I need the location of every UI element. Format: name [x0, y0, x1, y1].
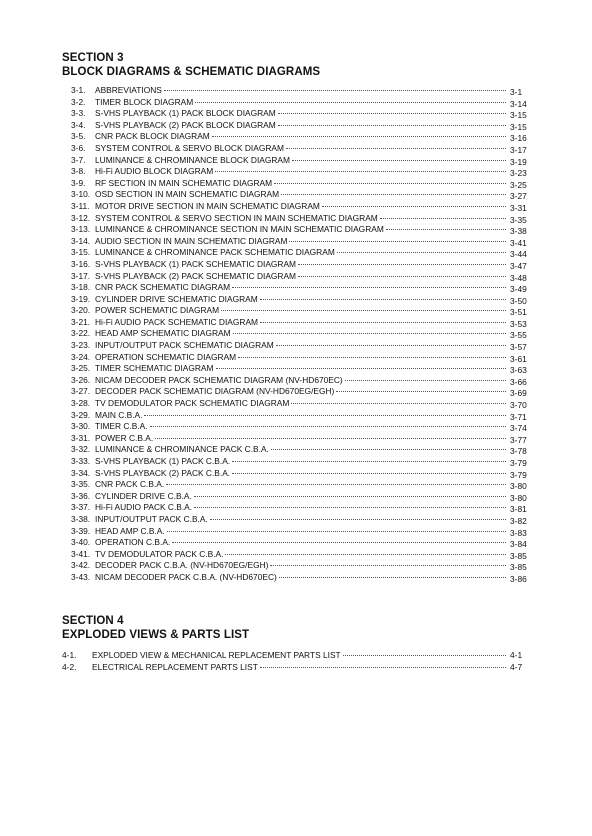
- dot-leader: [281, 184, 506, 195]
- toc-entry-number: 3-12.: [71, 212, 91, 223]
- toc-entry-page: 3-81: [510, 504, 527, 515]
- dot-leader: [336, 381, 506, 392]
- toc-entry-title: Hi-Fi AUDIO PACK C.B.A.: [95, 502, 193, 513]
- toc-entry-page: 3-70: [510, 400, 527, 411]
- toc-entry-number: 4-1.: [62, 650, 77, 660]
- section-4: [62, 614, 532, 670]
- toc-entry-page: 3-69: [510, 388, 527, 399]
- dot-leader: [279, 567, 506, 578]
- toc-entry-title: TV DEMODULATOR PACK SCHEMATIC DIAGRAM: [95, 398, 290, 409]
- toc-entry-page: 3-82: [510, 515, 527, 526]
- dot-leader: [289, 231, 506, 242]
- dot-leader: [233, 323, 506, 334]
- toc-entry-title: TIMER SCHEMATIC DIAGRAM: [95, 363, 214, 374]
- toc-entry-title: POWER C.B.A.: [95, 432, 154, 443]
- toc-entry-page: 3-16: [510, 133, 527, 144]
- toc-entry-title: NICAM DECODER PACK C.B.A. (NV-HD670EC): [95, 571, 277, 582]
- dot-leader: [216, 358, 507, 369]
- dot-leader: [195, 92, 506, 103]
- toc-entry-title: S-VHS PLAYBACK (2) PACK SCHEMATIC DIAGRAM: [95, 270, 297, 281]
- toc-entry-title: INPUT/OUTPUT PACK C.B.A.: [95, 513, 208, 524]
- dot-leader: [166, 474, 506, 485]
- toc-entry-number: 3-26.: [71, 374, 91, 385]
- toc-entry-number: 3-43.: [71, 571, 91, 582]
- dot-leader: [276, 335, 506, 346]
- toc-entry-title: INPUT/OUTPUT PACK SCHEMATIC DIAGRAM: [95, 340, 274, 351]
- toc-entry-title: OPERATION SCHEMATIC DIAGRAM: [95, 351, 237, 362]
- section-heading: SECTION 3: [62, 52, 124, 64]
- toc-entry-number: 3-38.: [71, 513, 91, 524]
- toc-entry-number: 4-2.: [62, 661, 77, 672]
- toc-entry-page: 3-78: [510, 446, 527, 457]
- toc-entry-page: 3-71: [510, 411, 527, 422]
- toc-entry-page: 3-50: [510, 295, 527, 306]
- dot-leader: [150, 416, 506, 427]
- toc-entry-page: 3-57: [510, 342, 527, 353]
- toc-entry-page: 3-53: [510, 318, 527, 329]
- dot-leader: [271, 439, 506, 450]
- toc-entry-title: LUMINANCE & CHROMINANCE BLOCK DIAGRAM: [95, 154, 290, 165]
- toc-entry-page: 3-31: [510, 202, 527, 213]
- toc-entry-page: 3-23: [510, 168, 527, 179]
- section-3: [62, 51, 532, 584]
- dot-leader: [232, 277, 506, 288]
- toc-entry-title: S-VHS PLAYBACK (1) PACK C.B.A.: [95, 456, 231, 466]
- toc-list: [62, 82, 532, 584]
- dot-leader: [298, 254, 506, 265]
- toc-entry-number: 3-13.: [71, 224, 91, 235]
- toc-entry-page: 3-85: [510, 550, 527, 561]
- dot-leader: [286, 138, 506, 149]
- dot-leader: [155, 428, 506, 439]
- toc-entry-number: 3-18.: [71, 282, 91, 293]
- dot-leader: [292, 150, 506, 161]
- toc-entry-number: 3-15.: [71, 247, 91, 258]
- toc-entry-number: 3-11.: [71, 200, 90, 211]
- toc-entry-title: RF SECTION IN MAIN SCHEMATIC DIAGRAM: [95, 177, 273, 188]
- toc-entry-page: 4-7: [510, 661, 523, 672]
- toc-entry-title: S-VHS PLAYBACK (2) PACK C.B.A.: [95, 467, 231, 478]
- dot-leader: [260, 657, 506, 668]
- dot-leader: [343, 645, 506, 656]
- toc-entry-number: 3-25.: [71, 363, 91, 374]
- toc-entry-page: 3-14: [510, 98, 527, 109]
- toc-entry-page: 3-63: [510, 365, 527, 376]
- toc-entry-page: 3-74: [510, 423, 527, 434]
- toc-entry-number: 3-30.: [71, 421, 91, 432]
- toc-entry-page: 3-17: [510, 144, 527, 155]
- toc-entry-title: OPERATION C.B.A.: [95, 537, 171, 548]
- toc-entry-number: 3-19.: [71, 293, 91, 304]
- toc-entry-number: 3-31.: [71, 432, 91, 443]
- toc-entry-page: 3-80: [510, 492, 527, 503]
- toc-entry-number: 3-6.: [71, 142, 86, 153]
- dot-leader: [345, 370, 506, 381]
- toc-entry-number: 3-17.: [71, 270, 91, 281]
- dot-leader: [172, 532, 506, 543]
- toc-entry-title: ELECTRICAL REPLACEMENT PARTS LIST: [92, 661, 258, 672]
- toc-entry-number: 3-27.: [71, 386, 91, 397]
- dot-leader: [210, 509, 506, 520]
- dot-leader: [298, 266, 506, 277]
- toc-entry-page: 3-38: [510, 226, 527, 237]
- toc-entry-page: 3-35: [510, 214, 527, 225]
- toc-entry-title: MAIN C.B.A.: [95, 409, 143, 420]
- toc-entry-page: 3-27: [510, 191, 527, 202]
- dot-leader: [278, 103, 506, 114]
- dot-leader: [232, 463, 506, 474]
- toc-entry-page: 3-41: [510, 237, 527, 248]
- toc-entry-number: 3-3.: [71, 108, 86, 119]
- toc-entry-page: 3-86: [510, 573, 527, 584]
- toc-entry-page: 3-85: [510, 562, 527, 573]
- toc-entry-number: 3-37.: [71, 502, 91, 513]
- dot-leader: [337, 242, 506, 253]
- toc-entry-page: 3-47: [510, 260, 527, 271]
- toc-list: [62, 647, 532, 670]
- section-subheading: EXPLODED VIEWS & PARTS LIST: [62, 629, 250, 641]
- toc-entry-number: 3-41.: [71, 548, 91, 559]
- dot-leader: [278, 115, 506, 126]
- toc-entry-title: TIMER C.B.A.: [95, 421, 148, 432]
- toc-entry-number: 3-20.: [71, 305, 91, 316]
- toc-entry-title: AUDIO SECTION IN MAIN SCHEMATIC DIAGRAM: [95, 235, 288, 246]
- toc-entry-title: LUMINANCE & CHROMINANCE PACK SCHEMATIC DIAGRAM: [95, 247, 335, 258]
- toc-entry-number: 3-4.: [71, 119, 86, 130]
- toc-entry-number: 3-23.: [71, 340, 91, 351]
- toc-entry-title: HEAD AMP SCHEMATIC DIAGRAM: [95, 328, 231, 339]
- toc-entry-number: 3-7.: [71, 154, 86, 165]
- toc-entry-title: HEAD AMP C.B.A.: [95, 525, 165, 536]
- toc-entry-number: 3-28.: [71, 398, 91, 409]
- toc-entry-number: 3-36.: [71, 490, 91, 501]
- toc-entry-number: 3-24.: [71, 351, 91, 362]
- dot-leader: [274, 173, 506, 184]
- toc-entry-page: 3-83: [510, 527, 527, 538]
- toc-entry-title: CYLINDER DRIVE SCHEMATIC DIAGRAM: [95, 293, 258, 304]
- toc-entry-title: NICAM DECODER PACK SCHEMATIC DIAGRAM (NV-HD670EC): [95, 374, 343, 385]
- dot-leader: [167, 521, 506, 532]
- dot-leader: [291, 393, 506, 404]
- dot-leader: [194, 486, 506, 497]
- toc-entry-page: 3-84: [510, 539, 527, 550]
- toc-entry-title: MOTOR DRIVE SECTION IN MAIN SCHEMATIC DIAGRAM: [95, 200, 320, 211]
- dot-leader: [221, 300, 506, 311]
- toc-entry-number: 3-42.: [71, 560, 91, 571]
- toc-entry-title: S-VHS PLAYBACK (1) PACK SCHEMATIC DIAGRAM: [95, 258, 297, 269]
- toc-entry-number: 3-9.: [71, 177, 86, 188]
- toc-entry-number: 3-16.: [71, 258, 91, 269]
- toc-entry-title: S-VHS PLAYBACK (1) PACK BLOCK DIAGRAM: [95, 108, 276, 119]
- section-heading: SECTION 4: [62, 615, 124, 627]
- toc-entry-page: 3-77: [510, 434, 527, 445]
- toc-entry-title: ABBREVIATIONS: [95, 85, 162, 95]
- toc-entry-page: 3-79: [510, 469, 527, 480]
- toc-entry-title: SYSTEM CONTROL & SERVO BLOCK DIAGRAM: [95, 142, 284, 153]
- toc-entry-page: 3-48: [510, 272, 527, 283]
- toc-entry-page: 3-1: [510, 87, 523, 97]
- toc-entry-number: 3-8.: [71, 166, 86, 177]
- toc-entry-number: 3-5.: [71, 131, 86, 142]
- toc-entry-number: 3-34.: [71, 467, 91, 478]
- toc-entry-page: 3-61: [510, 353, 527, 364]
- toc-entry-page: 3-44: [510, 249, 527, 260]
- dot-leader: [194, 497, 506, 508]
- toc-entry-page: 3-55: [510, 330, 527, 341]
- dot-leader: [225, 544, 506, 555]
- toc-entry-title: OSD SECTION IN MAIN SCHEMATIC DIAGRAM: [95, 189, 280, 200]
- toc-entry-title: CYLINDER DRIVE C.B.A.: [95, 490, 192, 501]
- dot-leader: [232, 451, 506, 462]
- toc-entry-page: 3-15: [510, 121, 527, 132]
- toc-entry-number: 3-40.: [71, 537, 91, 548]
- section-subheading: BLOCK DIAGRAMS & SCHEMATIC DIAGRAMS: [62, 66, 321, 78]
- toc-entry-number: 3-22.: [71, 328, 91, 339]
- toc-entry-page: 3-15: [510, 110, 527, 121]
- dot-leader: [215, 161, 506, 172]
- toc-entry-title: POWER SCHEMATIC DIAGRAM: [95, 305, 220, 316]
- toc-entry-title: TV DEMODULATOR PACK C.B.A.: [95, 548, 224, 559]
- toc-entry-number: 3-39.: [71, 525, 91, 536]
- toc-entry-number: 3-35.: [71, 479, 91, 490]
- dot-leader: [212, 126, 506, 137]
- dot-leader: [386, 219, 506, 230]
- dot-leader: [164, 80, 506, 91]
- toc-entry-page: 4-1: [510, 650, 523, 660]
- dot-leader: [144, 405, 506, 416]
- toc-entry-page: 3-51: [510, 307, 527, 318]
- toc-entry-number: 3-32.: [71, 444, 91, 455]
- toc-entry-title: CNR PACK C.B.A.: [95, 479, 165, 490]
- toc-entry-number: 3-1.: [71, 85, 86, 95]
- toc-entry-number: 3-29.: [71, 409, 91, 420]
- toc-entry-number: 3-14.: [71, 235, 91, 246]
- toc-entry-title: Hi-Fi AUDIO BLOCK DIAGRAM: [95, 166, 214, 177]
- toc-entry-title: Hi-Fi AUDIO PACK SCHEMATIC DIAGRAM: [95, 316, 259, 327]
- toc-entry-title: LUMINANCE & CHROMINANCE SECTION IN MAIN SCHEMATIC DIAGRAM: [95, 224, 384, 235]
- dot-leader: [380, 208, 506, 219]
- toc-entry-title: DECODER PACK SCHEMATIC DIAGRAM (NV-HD670EG/EGH): [95, 386, 335, 397]
- toc-entry-page: 3-80: [510, 481, 527, 492]
- toc-entry-title: CNR PACK BLOCK DIAGRAM: [95, 131, 210, 142]
- toc-entry-title: LUMINANCE & CHROMINANCE PACK C.B.A.: [95, 444, 269, 455]
- dot-leader: [270, 555, 506, 566]
- dot-leader: [260, 312, 506, 323]
- toc-entry-number: 3-2.: [71, 96, 86, 107]
- toc-entry-title: SYSTEM CONTROL & SERVO SECTION IN MAIN SCHEMATIC DIAGRAM: [95, 212, 378, 223]
- toc-entry-title: DECODER PACK C.B.A. (NV-HD670EG/EGH): [95, 560, 269, 571]
- dot-leader: [260, 289, 506, 300]
- toc-entry-number: 3-21.: [71, 316, 91, 327]
- toc-entry-page: 3-49: [510, 284, 527, 295]
- toc-entry-number: 3-10.: [71, 189, 91, 200]
- toc-entry-title: EXPLODED VIEW & MECHANICAL REPLACEMENT PARTS LIST: [92, 650, 341, 660]
- dot-leader: [238, 347, 506, 358]
- toc-entry-page: 3-19: [510, 156, 527, 167]
- dot-leader: [322, 196, 506, 207]
- toc-entry-title: TIMER BLOCK DIAGRAM: [95, 96, 194, 107]
- toc-entry-page: 3-79: [510, 458, 527, 468]
- toc-entry-page: 3-25: [510, 179, 527, 190]
- toc-entry-title: CNR PACK SCHEMATIC DIAGRAM: [95, 282, 231, 293]
- toc-entry-number: 3-33.: [71, 456, 91, 466]
- toc-entry-title: S-VHS PLAYBACK (2) PACK BLOCK DIAGRAM: [95, 119, 276, 130]
- toc-entry-page: 3-66: [510, 376, 527, 387]
